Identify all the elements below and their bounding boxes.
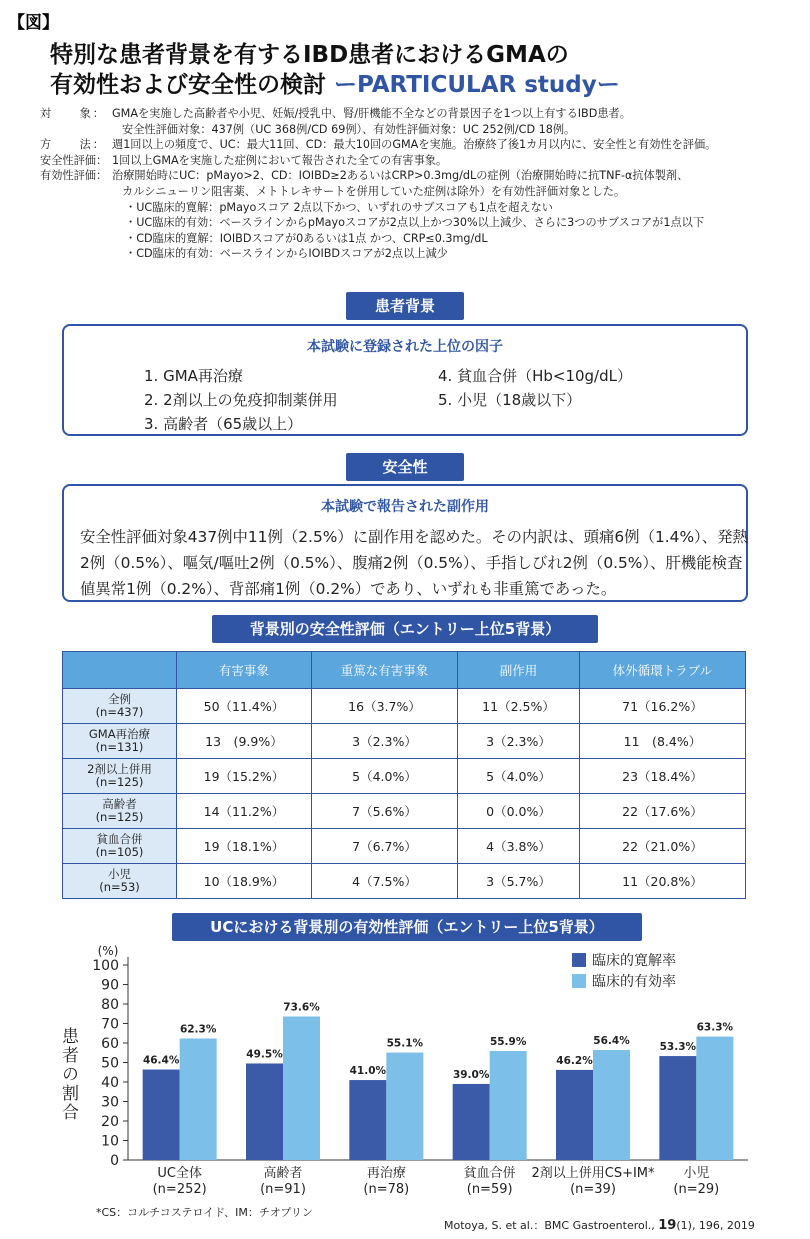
- table-cell: 19（15.2%）: [177, 759, 312, 794]
- row-label-n: (n=125): [95, 775, 144, 789]
- table-row: [63, 689, 746, 724]
- background-box-heading: 本試験に登録された上位の因子: [307, 339, 503, 355]
- background-pill: 患者背景: [346, 292, 464, 320]
- methods-bullet: ・CD臨床的寛解：IOIBDスコアが0あるいは1点 かつ、CRP≤0.3mg/dL: [125, 231, 488, 245]
- background-box: [62, 324, 748, 436]
- data-label: 73.6%: [283, 1001, 320, 1014]
- legend-label: 臨床的有効率: [592, 974, 676, 990]
- methods-label-safety: 安全性評価：: [40, 153, 108, 167]
- factor-item: 5. 小児（18歳以下）: [438, 391, 582, 409]
- factor-item: 3. 高齢者（65歳以上）: [144, 415, 303, 433]
- row-label: [63, 794, 177, 829]
- table-header-ae: 有害事象: [177, 652, 312, 689]
- data-label: 56.4%: [593, 1035, 630, 1048]
- table-cell: 4（7.5%）: [311, 864, 457, 899]
- table-cell: 4（3.8%）: [458, 829, 580, 864]
- x-tick-n-label: (n=252): [152, 1182, 207, 1197]
- methods-text-safety: 1回以上GMAを実施した症例において報告された全ての有害事象。: [112, 153, 448, 167]
- row-label-n: (n=53): [99, 880, 140, 894]
- methods-bullet: ・CD臨床的有効：ベースラインからIOIBDスコアが2点以上減少: [125, 247, 448, 261]
- row-label-name: 高齢者: [102, 797, 137, 811]
- y-tick-label: 20: [101, 1114, 119, 1130]
- factor-item: 1. GMA再治療: [144, 367, 243, 385]
- row-label: [63, 829, 177, 864]
- table-cell: 5（4.0%）: [311, 759, 457, 794]
- bar-remission: [556, 1070, 593, 1160]
- table-cell: 13 (9.9%）: [177, 724, 312, 759]
- row-label-n: (n=125): [95, 810, 144, 824]
- data-label: 46.2%: [556, 1054, 593, 1067]
- factors-left: [144, 364, 338, 436]
- table-cell: 22（21.0%）: [579, 829, 745, 864]
- table-header-adr: 副作用: [458, 652, 580, 689]
- table-cell: 7（6.7%）: [311, 829, 457, 864]
- bar-remission: [143, 1070, 180, 1160]
- y-tick-label: 40: [101, 1075, 119, 1091]
- table-row: [63, 724, 746, 759]
- y-tick-label: 50: [101, 1055, 119, 1072]
- row-label-name: 全例: [108, 692, 131, 706]
- row-label-n: (n=437): [95, 705, 144, 719]
- row-label: [63, 724, 177, 759]
- footnote: *CS：コルチコステロイド、IM：チオプリン: [96, 1206, 313, 1219]
- bar-response: [283, 1016, 320, 1160]
- row-label-n: (n=105): [95, 845, 144, 859]
- table-row: [63, 759, 746, 794]
- methods-label-subjects: 対 象：: [40, 107, 106, 120]
- methods-label-method: 方 法：: [40, 138, 106, 152]
- y-tick-label: 10: [101, 1133, 119, 1150]
- bar-response: [386, 1053, 423, 1160]
- table-cell: 50（11.4%）: [177, 689, 312, 724]
- figure-label: 【図】: [8, 13, 59, 33]
- data-label: 53.3%: [659, 1041, 697, 1054]
- table-cell: 16（3.7%）: [311, 689, 457, 724]
- citation-pre: Motoya, S. et al.：BMC Gastroenterol.,: [444, 1219, 659, 1232]
- table-row: [63, 794, 746, 829]
- safety-box: [62, 484, 748, 602]
- y-tick-label: 100: [92, 958, 119, 974]
- y-tick-label: 0: [110, 1153, 119, 1169]
- y-tick-label: 80: [101, 997, 119, 1013]
- row-label: [63, 759, 177, 794]
- citation: [444, 1217, 755, 1233]
- table-row: [63, 829, 746, 864]
- methods-text-efficacy-2: カルシニューリン阻害薬、メトトレキサートを併用していた症例は除外）を有効性評価対象とした。: [122, 184, 626, 198]
- safety-box-heading: 本試験で報告された副作用: [321, 499, 489, 515]
- efficacy-chart: [0, 935, 810, 1225]
- table-header-circuit: 体外循環トラブル: [579, 652, 745, 689]
- safety-text: 安全性評価対象437例中11例（2.5%）に副作用を認めた。その内訳は、頭痛6例（1.4%）、発熱2例（0.5%）、嘔気/嘔吐2例（0.5%）、腹痛2例（0.5%）、手指しびれ2例（0.5%）、肝機能検査値異常1例（0.2%）、背部痛1例（0.2%）であり、いずれも非重篤であった。: [80, 528, 748, 598]
- methods-text-efficacy: 治療開始時にUC：pMayo>2、CD：IOIBD≥2あるいはCRP>0.3mg/dLの症例（治療開始時に抗TNF-α抗体製剤、: [112, 169, 689, 183]
- study-name: ーPARTICULAR studyー: [334, 72, 620, 98]
- methods-text-method: 週1回以上の頻度で、UC：最大11回、CD：最大10回のGMAを実施。治療終了後1カ月以内に、安全性と有効性を評価。: [112, 138, 717, 152]
- y-tick-label: 60: [101, 1036, 119, 1052]
- table-cell: 11（20.8%）: [579, 864, 745, 899]
- y-tick-label: 70: [101, 1016, 119, 1033]
- table-cell: 19（18.1%）: [177, 829, 312, 864]
- table-cell: 3（5.7%）: [458, 864, 580, 899]
- x-tick-n-label: (n=91): [260, 1182, 306, 1197]
- safety-pill: 安全性: [346, 453, 464, 481]
- row-label-n: (n=131): [95, 740, 144, 754]
- table-header-sae: 重篤な有害事象: [311, 652, 457, 689]
- table-cell: 7（5.6%）: [311, 794, 457, 829]
- bar-response: [490, 1051, 527, 1160]
- data-label: 63.3%: [696, 1021, 734, 1034]
- row-label-name: 2剤以上併用: [87, 762, 152, 776]
- data-label: 41.0%: [349, 1065, 387, 1078]
- efficacy-pill: UCにおける背景別の有効性評価（エントリー上位5背景）: [172, 913, 642, 941]
- x-tick-label: 小児: [683, 1166, 710, 1181]
- factor-item: 2. 2剤以上の免疫抑制薬併用: [144, 391, 338, 409]
- row-label-name: 小児: [108, 867, 131, 881]
- page-title-line2: [50, 66, 620, 99]
- data-label: 49.5%: [246, 1048, 283, 1061]
- x-tick-label: UC全体: [157, 1166, 202, 1181]
- safety-table-pill: 背景別の安全性評価（エントリー上位5背景）: [212, 615, 598, 643]
- table-cell: 22（17.6%）: [579, 794, 745, 829]
- x-tick-label: 再治療: [366, 1166, 406, 1181]
- table-cell: 5（4.0%）: [458, 759, 580, 794]
- methods-text-subjects-2: 安全性評価対象：437例（UC 368例/CD 69例）、有効性評価対象：UC 252例/CD 18例。: [122, 122, 576, 136]
- methods-bullet: ・UC臨床的寛解：pMayoスコア 2点以下かつ、いずれのサブスコアも1点を超えない: [125, 200, 553, 214]
- bar-remission: [453, 1084, 490, 1160]
- data-label: 62.3%: [179, 1023, 217, 1036]
- table-cell: 71（16.2%）: [579, 689, 745, 724]
- citation-post: (1), 196, 2019: [676, 1219, 755, 1232]
- data-label: 39.0%: [452, 1068, 490, 1081]
- row-label: [63, 864, 177, 899]
- legend-swatch: [572, 974, 586, 988]
- bar-remission: [349, 1080, 386, 1160]
- y-axis-label: 患者の割合: [58, 1027, 78, 1122]
- table-cell: 14（11.2%）: [177, 794, 312, 829]
- table-row: [63, 864, 746, 899]
- data-label: 46.4%: [142, 1054, 180, 1067]
- row-label-name: GMA再治療: [88, 727, 151, 741]
- bar-response: [593, 1050, 630, 1160]
- bar-remission: [246, 1063, 283, 1160]
- x-tick-n-label: (n=39): [570, 1182, 616, 1197]
- table-cell: 0（0.0%）: [458, 794, 580, 829]
- x-tick-label: 貧血合併: [463, 1166, 516, 1181]
- title-main: 有効性および安全性の検討: [50, 72, 335, 98]
- y-tick-label: 90: [101, 977, 119, 994]
- y-tick-label: 30: [101, 1094, 119, 1111]
- methods-text-subjects: GMAを実施した高齢者や小児、妊娠/授乳中、腎/肝機能不全などの背景因子を1つ以上有するIBD患者。: [112, 107, 631, 120]
- data-label: 55.1%: [386, 1037, 424, 1050]
- table-cell: 10（18.9%）: [177, 864, 312, 899]
- table-header-row: [63, 652, 746, 689]
- factor-item: 4. 貧血合併（Hb<10g/dL）: [438, 367, 632, 385]
- x-tick-label: 2剤以上併用CS+IM*: [531, 1166, 655, 1181]
- methods-section: [40, 106, 800, 262]
- bar-response: [696, 1037, 733, 1160]
- x-tick-n-label: (n=29): [673, 1182, 720, 1197]
- bar-response: [180, 1039, 217, 1160]
- bar-remission: [659, 1056, 696, 1160]
- x-tick-label: 高齢者: [263, 1166, 303, 1181]
- legend-swatch: [572, 953, 586, 967]
- table-cell: 3（2.3%）: [311, 724, 457, 759]
- y-unit: (%): [97, 944, 119, 958]
- methods-label-efficacy: 有効性評価：: [40, 169, 108, 183]
- x-tick-n-label: (n=59): [466, 1182, 513, 1197]
- citation-volume: 19: [658, 1218, 677, 1233]
- table-cell: 11（2.5%）: [458, 689, 580, 724]
- table-header-corner: [63, 652, 177, 689]
- page-title: 特別な患者背景を有するIBD患者におけるGMAの: [50, 42, 569, 68]
- row-label: [63, 689, 177, 724]
- table-cell: 11 (8.4%）: [579, 724, 745, 759]
- safety-table: [62, 651, 746, 899]
- factors-right: [438, 364, 632, 412]
- table-cell: 3（2.3%）: [458, 724, 580, 759]
- methods-bullet: ・UC臨床的有効：ベースラインからpMayoスコアが2点以上かつ30%以上減少、さらに3つのサブスコアが1点以下: [125, 216, 705, 230]
- x-tick-n-label: (n=78): [363, 1182, 410, 1197]
- legend-label: 臨床的寛解率: [592, 953, 676, 969]
- table-cell: 23（18.4%）: [579, 759, 745, 794]
- row-label-name: 貧血合併: [96, 832, 143, 846]
- data-label: 55.9%: [489, 1035, 527, 1048]
